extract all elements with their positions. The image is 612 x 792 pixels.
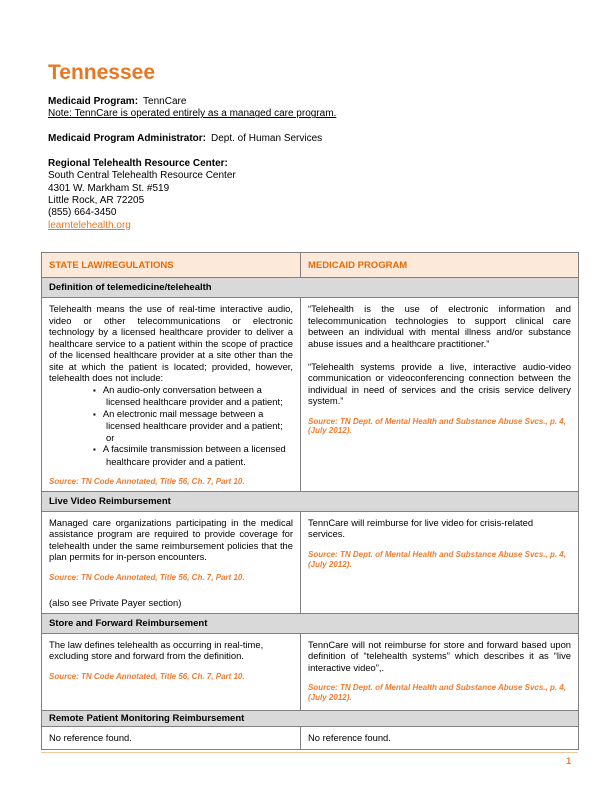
law-definition-bullet: ▪ An electronic mail message between a licensed healthcare provider and a patient; or: [93, 408, 293, 444]
section-title-live-video: Live Video Reimbursement: [42, 491, 579, 511]
section-header-live-video: [42, 491, 579, 511]
law-live-video-source: Source: TN Code Annotated, Title 56, Ch. 7, Part 10.: [49, 572, 245, 582]
medicaid-definition-quote-2: “Telehealth systems provide a live, interactive audio-video communication or videoconferencing connection between the individual in need of services and the crisis service delivery system.”: [308, 360, 571, 406]
law-store-forward-source: Source: TN Code Annotated, Title 56, Ch. 7, Part 10.: [49, 671, 245, 681]
medicaid-definition-quote-1: “Telehealth is the use of electronic information and telecommunication technologies to support clinical care between an individual with mental illness and/or substance abuse issues and a healthcare practitioner.”: [308, 303, 571, 349]
section-header-definition: [42, 278, 579, 298]
section-header-remote-monitoring: [42, 710, 579, 726]
resource-center-city: Little Rock, AR 72205: [48, 194, 145, 206]
medicaid-program-line: [48, 96, 468, 108]
law-store-forward-text: The law defines telehealth as occurring in real-time, excluding store and forward from the definition.: [49, 638, 264, 662]
section-title-store-forward: Store and Forward Reimbursement: [42, 613, 579, 633]
law-cell-definition: [42, 298, 301, 492]
medicaid-live-video-text: TennCare will reimburse for live video for crisis-related services.: [308, 516, 534, 540]
medicaid-cell-definition: [301, 298, 579, 492]
administrator-value: Dept. of Human Services: [211, 133, 323, 145]
resource-center-label: Regional Telehealth Resource Center:: [48, 158, 228, 170]
table-row-definition: [42, 298, 579, 492]
medicaid-cell-store-forward: [301, 633, 579, 710]
section-title-definition: Definition of telemedicine/telehealth: [42, 278, 579, 298]
section-header-store-forward: [42, 613, 579, 633]
table-row-store-forward: [42, 633, 579, 710]
resource-center-phone: (855) 664-3450: [48, 207, 117, 219]
administrator-label: Medicaid Program Administrator:: [48, 133, 206, 145]
law-definition-text: Telehealth means the use of real-time interactive audio, video or other telecommunications or electronic technology by a licensed healthcare provider to deliver a healthcare service to a patient within the scope of practice of the licensed healthcare provider at a site other than the site at which the patient is located; provided, however, telehealth does not include:: [49, 303, 293, 383]
law-definition-bullet-list: [93, 384, 293, 468]
law-live-video-text: Managed care organizations participating in the medical assistance program are required to provide coverage for telehealth under the same reimbursement policies that the plan permits for in-person encounters.: [49, 516, 293, 563]
medicaid-store-forward-text: TennCare will not reimburse for store and forward based upon definition of “telehealth systems” which describes it as “live interactive video”,.: [308, 638, 571, 673]
table-row-live-video: [42, 511, 579, 613]
medicaid-store-forward-source: Source: TN Dept. of Mental Health and Substance Abuse Svcs., p. 4, (July 2012).: [308, 683, 566, 703]
law-definition-source: Source: TN Code Annotated, Title 56, Ch. 7, Part 10.: [49, 477, 245, 486]
resource-center-street: 4301 W. Markham St. #519: [48, 182, 170, 194]
column-header-state-law: STATE LAW/REGULATIONS: [42, 253, 301, 278]
medicaid-program-value: TennCare: [143, 96, 187, 107]
resource-center-name: South Central Telehealth Resource Center: [48, 170, 236, 182]
law-cell-live-video: [42, 511, 301, 613]
law-live-video-note: (also see Private Payer section): [49, 596, 182, 608]
medicaid-cell-remote-monitoring: [301, 726, 579, 749]
law-remote-monitoring-text: No reference found.: [49, 731, 132, 743]
column-header-medicaid-program: MEDICAID PROGRAM: [301, 253, 579, 278]
note-line: Note: TennCare is operated entirely as a managed care program.: [48, 108, 337, 120]
medicaid-cell-live-video: [301, 511, 579, 613]
table-header-row: [42, 253, 579, 278]
law-cell-remote-monitoring: [42, 726, 301, 749]
law-definition-bullet: ▪ An audio-only conversation between a licensed healthcare provider and a patient;: [93, 384, 293, 408]
spacer: [48, 121, 468, 134]
table-row-remote-monitoring: [42, 726, 579, 749]
medicaid-remote-monitoring-text: No reference found.: [308, 731, 391, 743]
law-cell-store-forward: [42, 633, 301, 710]
resource-center-website-link[interactable]: learntelehealth.org: [48, 219, 131, 231]
medicaid-program-label: Medicaid Program:: [48, 96, 139, 107]
resource-center-link-line: [48, 220, 468, 232]
law-definition-bullet: ▪ A facsimile transmission between a licensed healthcare provider and a patient.: [93, 443, 293, 467]
page-number: 1: [566, 756, 572, 767]
medicaid-live-video-source: Source: TN Dept. of Mental Health and Substance Abuse Svcs., p. 4, (July 2012).: [308, 549, 566, 569]
spacer: [48, 145, 468, 158]
administrator-line: [48, 133, 468, 145]
footer-divider: [41, 752, 578, 753]
telehealth-policy-table: [41, 252, 579, 750]
medicaid-definition-source: Source: TN Dept. of Mental Health and Substance Abuse Svcs., p. 4, (July 2012).: [308, 416, 566, 436]
section-title-remote-monitoring: Remote Patient Monitoring Reimbursement: [42, 710, 579, 726]
intro-block: [48, 96, 468, 232]
page-title: Tennessee: [48, 61, 155, 84]
